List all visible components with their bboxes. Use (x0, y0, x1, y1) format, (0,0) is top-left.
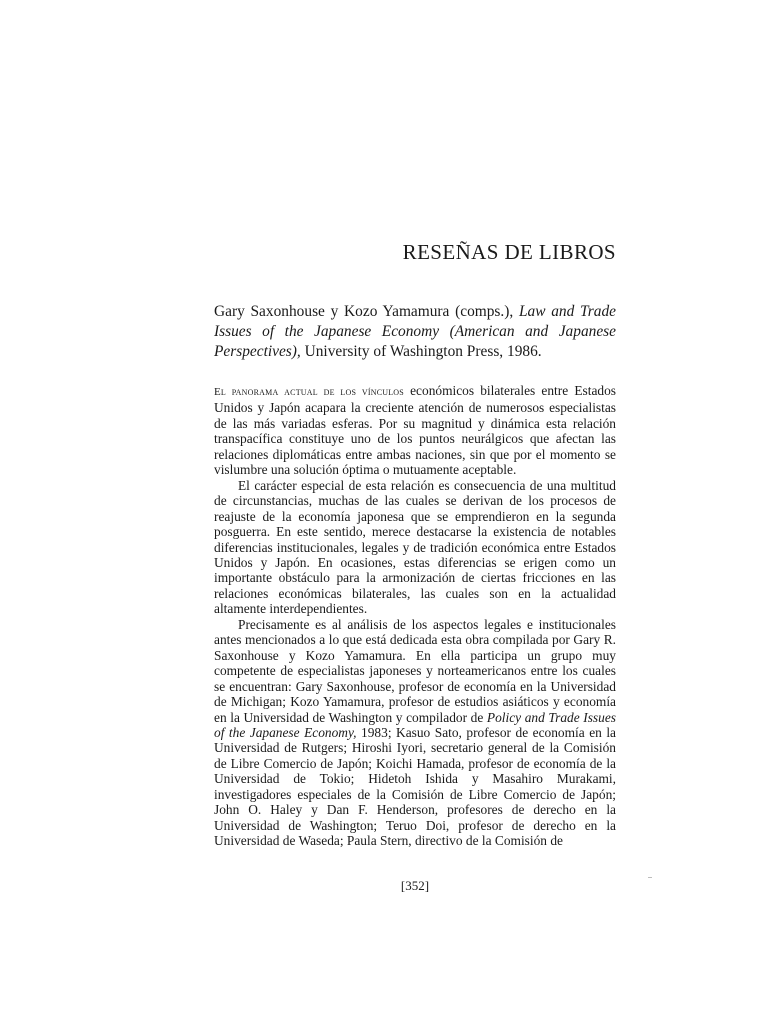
paragraph-1-lead: El panorama actual de los vínculos (214, 386, 404, 398)
paragraph-3-text-a: Precisamente es al análisis de los aspectos legales e institucionales antes mencionados a lo que está dedicada esta obra compilada por Gary R. Saxonhouse y Kozo Yamamura. En ella participa un grupo muy competente de especialistas japoneses y norteamericanos entre los cuales se encuentran: Gary Saxonhouse, profesor de economía en la Universidad de Michigan; Kozo Yamamura, profesor de estudios asiáticos y economía en la Universidad de Washington y compilador de (214, 616, 616, 725)
paragraph-3 (214, 617, 616, 849)
scan-speck (648, 877, 652, 878)
paragraph-3-book-title: Policy and Trade Issues of the Japanese Economy, (214, 709, 616, 740)
citation-subtitle: (American and Japanese Perspectives), (214, 323, 616, 360)
review-body (214, 383, 616, 849)
citation-publisher: University of Washington Press, 1986. (304, 343, 542, 360)
page-number: [352] (400, 878, 430, 893)
citation-authors: Gary Saxonhouse y Kozo Yamamura (comps.), (214, 303, 514, 320)
paragraph-1 (214, 383, 616, 478)
section-title: RESEÑAS DE LIBROS (402, 240, 616, 264)
paragraph-2: El carácter especial de esta relación es consecuencia de una multitud de circunstancias, muchas de las cuales se derivan de los procesos de reajuste de la economía japonesa que se emprendieron en la segunda posguerra. En este sentido, merece destacarse la existencia de notables diferencias institucionales, legales y de tradición económica entre Estados Unidos y Japón. En ocasiones, estas diferencias se erigen como un importante obstáculo para la armonización de ciertas fricciones en las relaciones económicas bilaterales, las cuales son en la actualidad altamente interdependientes. (214, 477, 616, 617)
paragraph-1-text: económicos bilaterales entre Estados Unidos y Japón acapara la creciente atención de numerosos especialistas de las más variadas esferas. Por su magnitud y dinámica esta relación transpacífica constituye uno de los puntos neurálgicos que afectan las relaciones diplomáticas entre ambas naciones, sin que por el momento se vislumbre una solución óptima o mutuamente aceptable. (214, 383, 616, 478)
paragraph-3-text-b: 1983; Kasuo Sato, profesor de economía en la Universidad de Rutgers; Hiroshi Iyori, secretario general de la Comisión de Libre Comercio de Japón; Koichi Hamada, profesor de economía de la Universidad de Tokio; Hidetoh Ishida y Masahiro Murakami, investigadores especiales de la Comisión de Libre Comercio de Japón; John O. Haley y Dan F. Henderson, profesores de derecho en la Universidad de Washington; Teruo Doi, profesor de derecho en la Universidad de Waseda; Paula Stern, directivo de la Comisión de (214, 724, 616, 849)
book-citation (214, 302, 616, 362)
citation-title: Law and Trade Issues of the Japanese Economy (214, 303, 616, 340)
